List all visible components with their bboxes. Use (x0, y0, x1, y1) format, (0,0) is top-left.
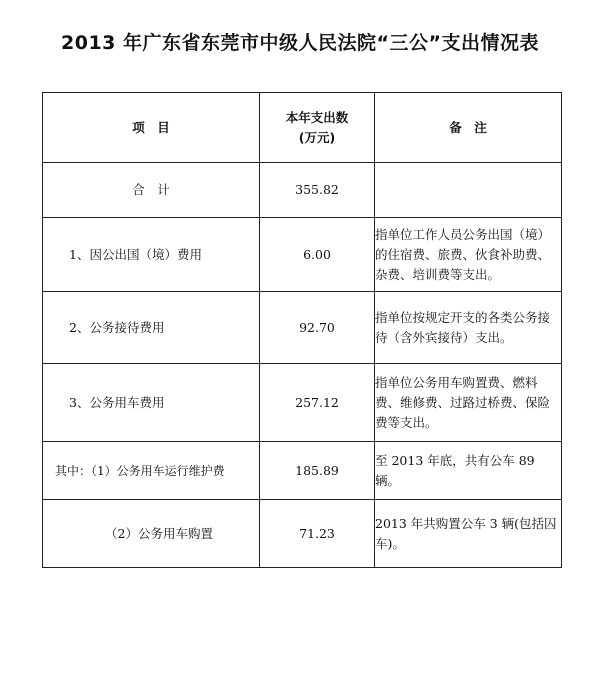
table-row (43, 292, 562, 364)
table-row (43, 364, 562, 442)
row-note: 2013 年共购置公车 3 辆(包括囚车)。 (375, 500, 562, 568)
table-row (43, 442, 562, 500)
table-row (43, 163, 562, 218)
row-amount: 71.23 (260, 500, 375, 568)
row-amount: 257.12 (260, 364, 375, 442)
row-amount: 6.00 (260, 218, 375, 292)
row-item: 合 计 (43, 163, 260, 218)
row-amount: 355.82 (260, 163, 375, 218)
row-note: 指单位按规定开支的各类公务接待（含外宾接待）支出。 (375, 292, 562, 364)
header-note: 备 注 (375, 93, 562, 163)
row-item: 1、因公出国（境）费用 (43, 218, 260, 292)
header-amount-line1: 本年支出数 (285, 109, 349, 125)
row-amount: 185.89 (260, 442, 375, 500)
header-amount (260, 93, 375, 163)
row-item: （2）公务用车购置 (43, 500, 260, 568)
row-item: 其中：（1）公务用车运行维护费 (43, 442, 260, 500)
row-item: 3、公务用车费用 (43, 364, 260, 442)
row-note (375, 163, 562, 218)
row-note: 指单位公务用车购置费、燃料费、维修费、过路过桥费、保险费等支出。 (375, 364, 562, 442)
header-item: 项 目 (43, 93, 260, 163)
expenditure-table (42, 92, 562, 568)
table-header-row (43, 93, 562, 163)
row-amount: 92.70 (260, 292, 375, 364)
row-note: 至 2013 年底，共有公车 89 辆。 (375, 442, 562, 500)
table-row (43, 500, 562, 568)
header-amount-line2: (万元) (298, 129, 336, 145)
row-note: 指单位工作人员公务出国（境）的住宿费、旅费、伙食补助费、杂费、培训费等支出。 (375, 218, 562, 292)
row-item: 2、公务接待费用 (43, 292, 260, 364)
table-row (43, 218, 562, 292)
page-title: 2013 年广东省东莞市中级人民法院“三公”支出情况表 (61, 32, 539, 54)
